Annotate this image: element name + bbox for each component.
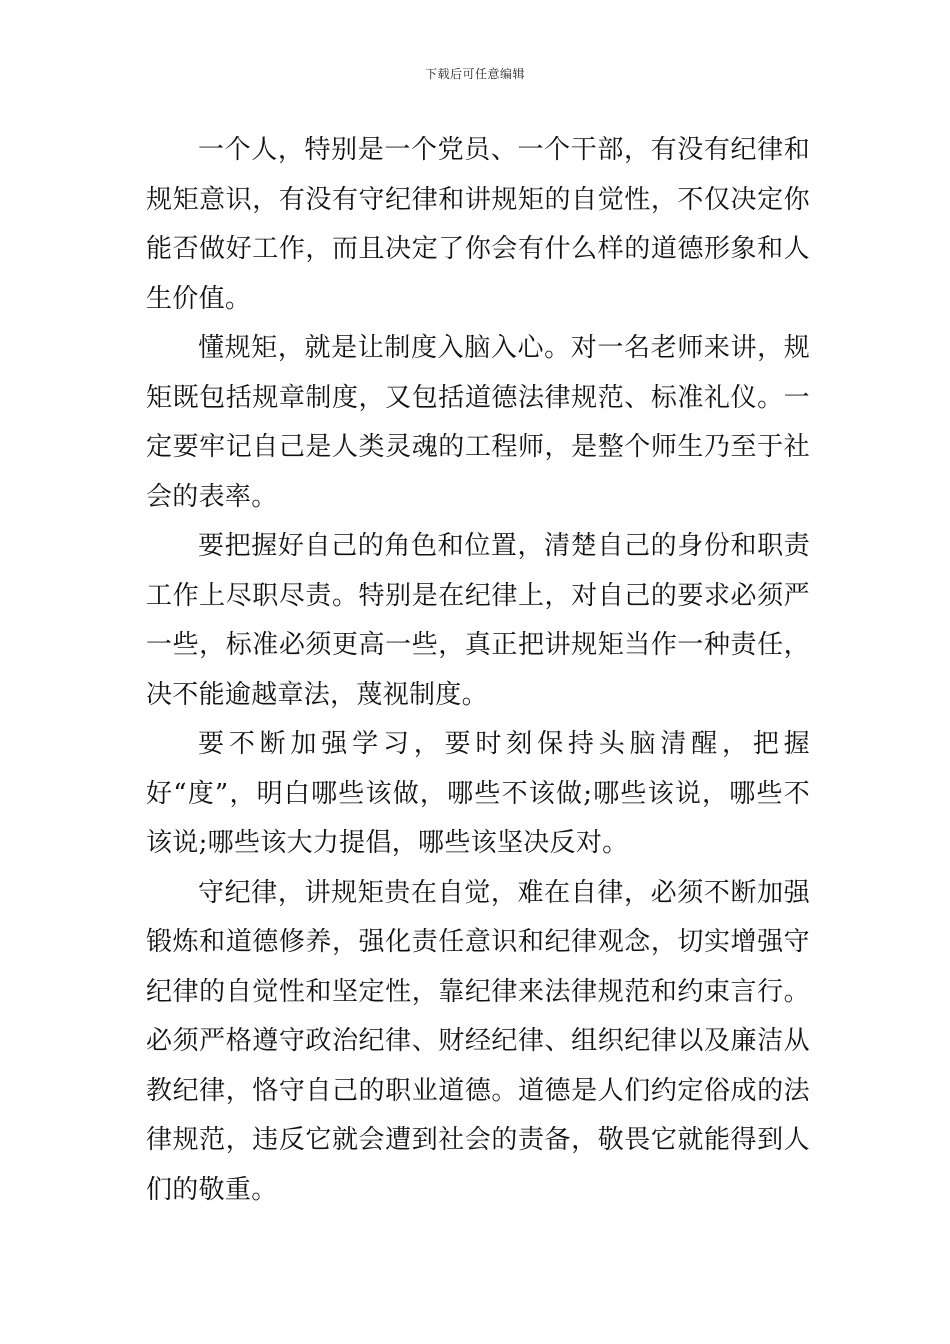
- paragraph-5: 守纪律，讲规矩贵在自觉，难在自律，必须不断加强锻炼和道德修养，强化责任意识和纪律观念，切实增强守纪律的自觉性和坚定性，靠纪律来法律规范和约束言行。必须严格遵守政治纪律、财经纪律、组织纪律以及廉洁从教纪律，恪守自己的职业道德。道德是人们约定俗成的法律规范，违反它就会遭到社会的责备，敬畏它就能得到人们的敬重。: [146, 877, 810, 1205]
- paragraph-4: 要不断加强学习，要时刻保持头脑清醒，把握好“度”，明白哪些该做，哪些不该做;哪些该说，哪些不该说;哪些该大力提倡，哪些该坚决反对。: [146, 729, 810, 858]
- paragraph-3: 要把握好自己的角色和位置，清楚自己的身份和职责工作上尽职尽责。特别是在纪律上，对自己的要求必须严一些，标准必须更高一些，真正把讲规矩当作一种责任，决不能逾越章法，蔑视制度。: [146, 531, 810, 710]
- paragraph-1: 一个人，特别是一个党员、一个干部，有没有纪律和规矩意识，有没有守纪律和讲规矩的自觉性，不仅决定你能否做好工作，而且决定了你会有什么样的道德形象和人生价值。: [146, 135, 810, 314]
- paragraph-2: 懂规矩，就是让制度入脑入心。对一名老师来讲，规矩既包括规章制度，又包括道德法律规范、标准礼仪。一定要牢记自己是人类灵魂的工程师，是整个师生乃至于社会的表率。: [146, 333, 810, 512]
- page-header: 下载后可任意编辑: [424, 67, 525, 81]
- document-body: [146, 126, 810, 1215]
